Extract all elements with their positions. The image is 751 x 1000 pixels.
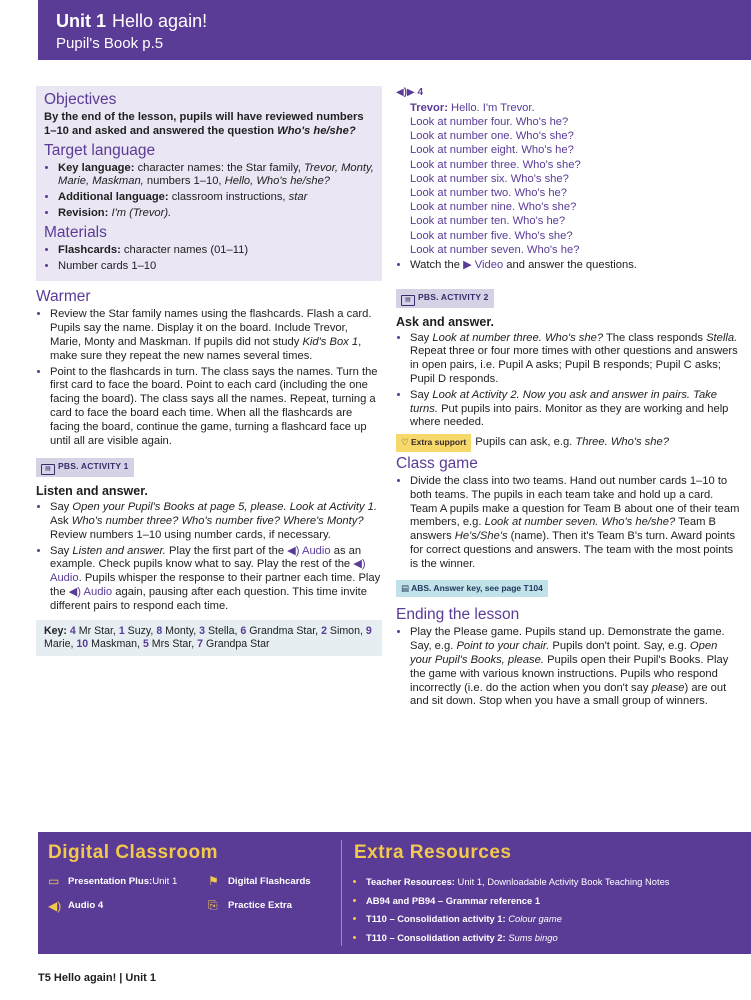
audio-transcript — [410, 101, 740, 257]
list-item: • Teacher Resources: Unit 1, Downloadable Activity Book Teaching Notes — [366, 874, 751, 891]
list-item: • AB94 and PB94 – Grammar reference 1 — [366, 893, 751, 910]
answer-key-box: Key: 4 Mr Star, 1 Suzy, 8 Monty, 3 Stella, 6 Grandma Star, 2 Simon, 9 Marie, 10 Maskman, 5 Mrs Star, 7 Grandpa Star — [36, 620, 382, 656]
list-item: • Play the Please game. Pupils stand up. Demonstrate the game. Say, e.g. Point to your chair. Pupils don't point. Say, e.g. Open your Pupil's Books, please. Pupils open their Pupil's Books. Play the game with various known instructions. Pupils who respond incorrectly (i.e. do the action when you don't say please) are out and sit down. Stop when you have a small group of winners. — [410, 626, 740, 709]
transcript-line: Look at number one. Who's she? — [410, 130, 574, 143]
materials-list — [44, 244, 374, 274]
extra-resources-list — [354, 874, 751, 946]
unit-title — [56, 10, 751, 32]
practice-icon: ⎘ — [208, 898, 218, 912]
book-icon: ▤ — [401, 582, 410, 593]
listen-answer-list — [36, 501, 382, 613]
transcript-line: Look at number five. Who's she? — [410, 229, 573, 242]
objectives-heading: Objectives — [44, 91, 117, 108]
ask-answer-list — [396, 332, 740, 431]
presentation-icon: ▭ — [48, 874, 60, 888]
list-item: • Divide the class into two teams. Hand out number cards 1–10 to both teams. The pupils in each team take and hold up a card. Team A pupils make a question for Team B about one of their team members, e.g. Look at number seven. Who's he/she? Team B answers He's/She's (name). Then it's Team B's turn. Award points for correct questions and answers. The team with the most points is the winner. — [410, 475, 740, 572]
unit-name: Hello again! — [112, 11, 208, 31]
list-item: • Point to the flashcards in turn. The class says the names. Turn the first card to face the board. Point to each card (including the one facing the board). The class says all the names. Repeat, turning a card to face the board each time. When all the flashcards are facing the board, continue the game, turning a flashcard face up until all are visible again. — [50, 366, 382, 449]
pbs-activity-1-tag: ▤ PBS. ACTIVITY 1 — [36, 458, 134, 477]
list-item: • Additional language: classroom instructions, star — [58, 191, 374, 205]
unit-number: Unit 1 — [56, 11, 107, 31]
listen-answer-heading: Listen and answer. — [36, 484, 148, 499]
extra-support-tag: ♡ Extra support — [396, 434, 471, 452]
list-item: • Review the Star family names using the flashcards. Flash a card. Pupils say the name. Display it on the board. Include Trevor, Marie, Monty and Maskman. If pupils did not study Kid's Box 1, make sure they repeat the new names several times. — [50, 308, 382, 363]
audio-icon: ◀) — [48, 898, 62, 913]
right-column — [396, 86, 740, 711]
audio-item: ◀) Audio 4 — [48, 898, 104, 913]
pbs-activity-2-tag: ▤ PBS. ACTIVITY 2 — [396, 289, 494, 308]
list-item: • Say Look at Activity 2. Now you ask and answer in pairs. Take turns. Put pupils into pairs. Monitor as they are working and help where needed. — [410, 389, 740, 430]
list-item: • Say Listen and answer. Play the first part of the ◀) Audio as an example. Check pupils know what to say. Play the rest of the ◀) Audio. Pupils whisper the response to their partner each time. Play the ◀) Audio again, pausing after each question. This time invite different pairs to respond each time. — [50, 545, 382, 614]
flashcards-icon: ⚑ — [208, 874, 219, 888]
ending-list — [396, 626, 740, 709]
video-icon: ▶ — [463, 259, 472, 272]
book-icon: ▤ — [41, 464, 55, 475]
lightbulb-icon: ♡ — [401, 437, 409, 448]
audio-icon: ◀) — [68, 585, 82, 598]
class-game-list — [396, 475, 740, 572]
practice-extra-item: ⎘ Practice Extra — [208, 898, 292, 912]
left-column — [36, 86, 382, 656]
list-item: • T110 – Consolidation activity 2: Sums bingo — [366, 930, 751, 947]
list-item: • T110 – Consolidation activity 1: Colour game — [366, 911, 751, 928]
digital-classroom-title: Digital Classroom — [48, 842, 219, 863]
transcript-line: Look at number two. Who's he? — [410, 187, 567, 200]
audio-icon: ◀)▶ — [396, 87, 415, 98]
video-list — [396, 259, 740, 273]
warmer-heading: Warmer — [36, 288, 91, 306]
page-header — [38, 0, 751, 60]
materials-heading: Materials — [44, 223, 107, 241]
audio-icon: ◀) — [287, 544, 300, 557]
list-item: • Watch the ▶ Video and answer the questions. — [410, 259, 740, 273]
resources-band — [38, 832, 751, 954]
audio-icon: ◀) — [353, 558, 366, 571]
digital-flashcards-item: ⚑ Digital Flashcards — [208, 874, 311, 888]
list-item: • Say Open your Pupil's Books at page 5, please. Look at Activity 1. Ask Who's number three? Who's number five? Where's Monty? Review numbers 1–10 using number cards, if necessary. — [50, 501, 382, 542]
list-item: • Number cards 1–10 — [58, 260, 374, 274]
extra-resources-title: Extra Resources — [354, 842, 512, 863]
digital-grid — [48, 874, 341, 913]
list-item: • Revision: I'm (Trevor). — [58, 207, 374, 221]
book-reference: Pupil's Book p.5 — [56, 35, 164, 52]
list-item: • Key language: character names: the Star family, Trevor, Monty, Marie, Maskman, numbers 1–10, Hello, Who's he/she? — [58, 162, 374, 190]
transcript-line: Look at number nine. Who's she? — [410, 201, 577, 214]
list-item: • Say Look at number three. Who's she? The class responds Stella. Repeat three or four more times with other questions and answers in open pairs, i.e. Pupil A asks; Pupil B responds; Pupil C asks; Pupil D responds. — [410, 332, 740, 387]
target-language-heading: Target language — [44, 141, 156, 159]
page-footer: T5 Hello again! | Unit 1 — [38, 972, 156, 984]
transcript-line: Look at number ten. Who's he? — [410, 215, 566, 228]
target-language-list — [44, 162, 374, 221]
digital-classroom-panel — [38, 832, 341, 954]
extra-support-note: ♡ Extra support Pupils can ask, e.g. Three. Who's she? — [396, 434, 740, 452]
extra-resources-panel — [342, 832, 751, 954]
transcript-line: Look at number seven. Who's he? — [410, 243, 580, 256]
presentation-plus-item: ▭ Presentation Plus: Unit 1 — [48, 874, 178, 888]
class-game-heading: Class game — [396, 455, 478, 472]
ending-heading: Ending the lesson — [396, 606, 520, 624]
transcript-line: Look at number four. Who's he? — [410, 116, 569, 128]
book-icon: ▤ — [401, 295, 415, 306]
abs-answer-key-tag: ▤ ABS. Answer key, see page T104 — [396, 580, 548, 598]
transcript-line: Look at number eight. Who's he? — [410, 144, 574, 157]
objectives-text: By the end of the lesson, pupils will have reviewed numbers 1–10 and asked and answered the question Who's he/she? — [44, 111, 364, 137]
transcript-line: Trevor: Hello. I'm Trevor. — [410, 101, 535, 114]
transcript-line: Look at number three. Who's she? — [410, 158, 581, 171]
ask-answer-heading: Ask and answer. — [396, 314, 494, 329]
transcript-line: Look at number six. Who's she? — [410, 172, 569, 185]
list-item: • Flashcards: character names (01–11) — [58, 244, 374, 258]
audio-track-header: ◀)▶ 4 — [396, 87, 424, 98]
warmer-list — [36, 308, 382, 448]
objectives-box — [36, 86, 382, 281]
